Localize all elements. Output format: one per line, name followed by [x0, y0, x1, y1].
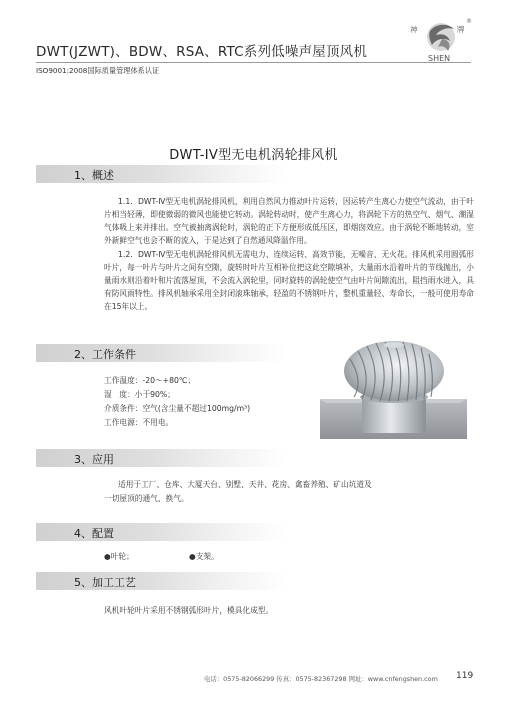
- config-item-impeller: ●叶轮；: [104, 552, 134, 561]
- section-header-conditions: [36, 344, 286, 362]
- logo-char-left: 神: [410, 25, 418, 34]
- section-heading: 5、加工工艺: [74, 576, 136, 589]
- overview-paragraph-2: 1.2．DWT-Ⅳ型无电机涡轮排风机无需电力、连续运转、高效节能，无噪音、无火花。排风机采用圆弧形叶片，每一叶片与叶片之间有空隙，旋转时叶片互相补位把这此空隙填补，大量雨水沿着叶片的节线抛出，小量雨水则沿着叶和片流落屋顶，不会流入涡轮里，同时旋转的涡轮使空气由叶片间隙流出，阻挡雨水进入，具有防风雨特性。排风机轴承采用全封闭滚珠轴承，轻盈的不锈钢叶片，整机重量轻、寿命长，一般可使用寿命在15年以上。: [104, 250, 474, 311]
- series-title: DWT(JZWT)、BDW、RSA、RTC系列低噪声屋顶风机: [36, 44, 368, 60]
- section-heading: 2、工作条件: [74, 348, 136, 361]
- condition-power: 工作电源：不用电。: [104, 418, 174, 427]
- logo-char-right: 牌: [457, 25, 465, 34]
- section-header-application: [36, 449, 286, 467]
- condition-medium: 介质条件：空气(含尘量不超过100mg/m³): [104, 404, 251, 413]
- iso-certification: ISO9001:2008国际质量管理体系认证: [36, 66, 160, 75]
- section-heading: 1、概述: [74, 169, 114, 182]
- section-header-config: [36, 523, 286, 541]
- section-header-overview: [36, 165, 286, 183]
- product-title: DWT-IV型无电机涡轮排风机: [169, 148, 338, 163]
- turbine-ventilator-photo: [320, 339, 467, 439]
- logo-wordmark: [428, 54, 450, 63]
- config-item-bracket: ●支架。: [189, 552, 219, 561]
- page-number: 119: [456, 671, 474, 681]
- section-header-process: [36, 572, 286, 590]
- application-line-2: 一切屋顶的通气、换气。: [104, 494, 189, 503]
- process-text: 风机叶轮叶片采用不锈钢弧形叶片，模具化成型。: [104, 606, 274, 615]
- condition-temperature: 工作温度：-20～+80℃；: [104, 376, 196, 385]
- application-line-1: 适用于工厂、仓库、大厦天台、别墅、天井、花房、禽畜养殖、矿山坑道及: [118, 480, 372, 489]
- logo-word-text: SHEN: [428, 54, 451, 63]
- section-heading: 4、配置: [74, 527, 114, 540]
- header-divider: [36, 62, 471, 63]
- condition-humidity: 湿 度：小于90%；: [104, 390, 175, 399]
- contact-footer: 电话：0575-82066299 传真：0575-82367298 网址：www.cnfengshen.com: [204, 675, 438, 683]
- overview-paragraph-1: 1.1．DWT-Ⅳ型无电机涡轮排风机，利用自然风力推动叶片运转，因运转产生离心力使空气流动，由于叶片相当轻薄，即使微弱的微风也能使它转动。涡轮转动时，使产生离心力，将涡轮下方的热空气、烟气、潮湿气体吸上来并排出。空气被抽离涡轮时，涡轮的正下方便形成低压区，即烟囱效应。由于涡轮不断地转动，室外新鲜空气也会不断的流入，于是达到了自然通风降温作用。: [104, 197, 474, 245]
- registered-mark: ®: [466, 18, 472, 25]
- section-heading: 3、应用: [74, 453, 114, 466]
